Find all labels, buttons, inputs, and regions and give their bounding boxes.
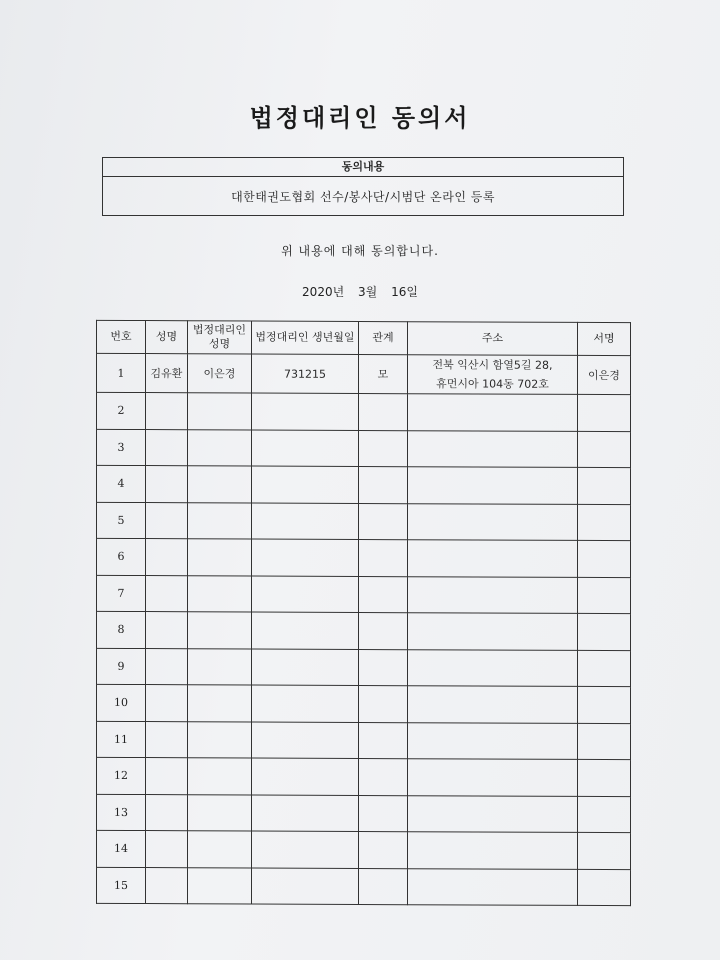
cell-signature xyxy=(578,832,631,869)
cell-relation xyxy=(359,649,408,686)
cell-address xyxy=(408,649,578,686)
cell-address xyxy=(408,759,578,796)
cell-guardian-name xyxy=(188,648,252,685)
cell-no: 8 xyxy=(97,611,146,648)
table-row xyxy=(97,867,631,906)
address-line-2: 휴먼시아 104동 702호 xyxy=(436,377,549,391)
cell-signature xyxy=(578,796,631,833)
cell-signature xyxy=(578,577,631,614)
cell-relation xyxy=(359,831,408,868)
cell-no: 11 xyxy=(97,721,146,758)
cell-address xyxy=(408,722,578,759)
cell-signature xyxy=(578,650,631,687)
cell-signature xyxy=(578,613,631,650)
header-guardian-name: 법정대리인 성명 xyxy=(188,321,252,354)
cell-guardian-birth xyxy=(252,831,359,868)
cell-guardian-birth xyxy=(252,795,359,832)
cell-address xyxy=(408,394,578,431)
cell-signature xyxy=(578,504,631,541)
cell-no: 9 xyxy=(97,648,146,685)
cell-guardian-birth xyxy=(252,685,359,722)
cell-no: 13 xyxy=(97,794,146,831)
cell-signature xyxy=(578,869,631,906)
cell-address xyxy=(408,613,578,650)
cell-name xyxy=(146,831,188,868)
header-name: 성명 xyxy=(146,321,188,354)
cell-guardian-name xyxy=(188,393,252,430)
cell-guardian-birth xyxy=(252,503,359,540)
cell-relation xyxy=(359,722,408,759)
cell-relation xyxy=(359,576,408,613)
consent-box-content: 대한태권도협회 선수/봉사단/시범단 온라인 등록 xyxy=(231,190,495,204)
cell-name xyxy=(146,794,188,831)
cell-relation xyxy=(359,430,408,467)
cell-no: 12 xyxy=(97,757,146,794)
signing-date xyxy=(0,283,720,300)
cell-signature xyxy=(578,467,631,504)
cell-guardian-name xyxy=(188,429,252,466)
cell-guardian-birth xyxy=(252,576,359,613)
cell-guardian-birth xyxy=(252,430,359,467)
cell-address xyxy=(408,430,578,467)
header-relation: 관계 xyxy=(359,321,408,354)
cell-guardian-name xyxy=(188,685,252,722)
cell-relation xyxy=(359,466,408,503)
cell-no: 6 xyxy=(97,538,146,575)
cell-no: 3 xyxy=(97,429,146,466)
cell-name xyxy=(146,721,188,758)
cell-guardian-name xyxy=(188,575,252,612)
document-title: 법정대리인 동의서 xyxy=(249,104,471,132)
cell-address xyxy=(408,540,578,577)
cell-guardian-birth xyxy=(252,393,359,430)
header-signature: 서명 xyxy=(578,322,631,355)
cell-address xyxy=(408,503,578,540)
cell-guardian-birth xyxy=(252,649,359,686)
cell-signature xyxy=(578,686,631,723)
table-row xyxy=(97,794,631,833)
table-row xyxy=(97,392,631,431)
cell-name xyxy=(146,867,188,904)
cell-name xyxy=(146,539,188,576)
cell-name xyxy=(146,685,188,722)
cell-address xyxy=(408,355,578,395)
cell-guardian-name xyxy=(188,758,252,795)
address-line-1: 전북 익산시 함열5길 28, xyxy=(432,358,553,372)
cell-relation xyxy=(359,612,408,649)
table-row xyxy=(97,648,631,687)
guardian-consent-table xyxy=(96,320,631,906)
cell-no: 14 xyxy=(97,830,146,867)
cell-signature xyxy=(578,394,631,431)
cell-relation xyxy=(359,393,408,430)
cell-guardian-birth: 731215 xyxy=(252,354,359,393)
table-row xyxy=(97,465,631,504)
cell-no: 4 xyxy=(97,465,146,502)
cell-relation xyxy=(359,685,408,722)
cell-name xyxy=(146,612,188,649)
cell-relation xyxy=(359,868,408,905)
table-row xyxy=(97,721,631,760)
cell-guardian-birth xyxy=(252,868,359,905)
cell-guardian-name: 이은경 xyxy=(188,354,252,393)
table-row xyxy=(97,429,631,468)
cell-signature xyxy=(578,759,631,796)
table-row xyxy=(97,611,631,650)
date-year: 2020년 xyxy=(302,285,345,299)
table-header-row xyxy=(97,320,631,355)
cell-name xyxy=(146,758,188,795)
cell-signature xyxy=(578,431,631,468)
cell-guardian-name xyxy=(188,867,252,904)
table-row xyxy=(97,502,631,541)
cell-relation xyxy=(359,539,408,576)
cell-name xyxy=(146,393,188,430)
cell-signature xyxy=(578,540,631,577)
cell-guardian-name xyxy=(188,539,252,576)
cell-relation: 모 xyxy=(359,354,408,393)
cell-guardian-name xyxy=(188,794,252,831)
cell-name xyxy=(146,502,188,539)
cell-no: 7 xyxy=(97,575,146,612)
cell-name xyxy=(146,429,188,466)
table-row xyxy=(97,684,631,723)
date-month: 3월 xyxy=(358,285,378,299)
cell-no: 2 xyxy=(97,392,146,429)
cell-relation xyxy=(359,503,408,540)
cell-no: 1 xyxy=(97,353,146,392)
cell-name xyxy=(146,575,188,612)
table-row xyxy=(97,538,631,577)
table-row xyxy=(97,353,631,394)
cell-guardian-birth xyxy=(252,722,359,759)
cell-address xyxy=(408,686,578,723)
cell-relation xyxy=(359,795,408,832)
cell-guardian-name xyxy=(188,466,252,503)
cell-guardian-name xyxy=(188,721,252,758)
cell-name xyxy=(146,466,188,503)
cell-address xyxy=(408,576,578,613)
cell-no: 10 xyxy=(97,684,146,721)
cell-guardian-birth xyxy=(252,612,359,649)
cell-address xyxy=(408,467,578,504)
header-no: 번호 xyxy=(97,320,146,353)
header-guardian-birth: 법정대리인 생년월일 xyxy=(252,321,359,354)
table-row xyxy=(97,830,631,869)
cell-name: 김유환 xyxy=(146,354,188,393)
consent-box-header: 동의내용 xyxy=(103,158,623,177)
header-address: 주소 xyxy=(408,322,578,356)
cell-guardian-birth xyxy=(252,466,359,503)
cell-signature xyxy=(578,723,631,760)
cell-no: 5 xyxy=(97,502,146,539)
cell-address xyxy=(408,868,578,905)
agreement-statement: 위 내용에 대해 동의합니다. xyxy=(281,244,439,258)
cell-address xyxy=(408,795,578,832)
table-body xyxy=(97,353,631,905)
consent-content-box xyxy=(102,157,624,216)
cell-guardian-birth xyxy=(252,539,359,576)
cell-name xyxy=(146,648,188,685)
cell-address xyxy=(408,832,578,869)
table-row xyxy=(97,757,631,796)
date-day: 16일 xyxy=(391,285,418,299)
table-row xyxy=(97,575,631,614)
cell-guardian-birth xyxy=(252,758,359,795)
cell-guardian-name xyxy=(188,502,252,539)
cell-relation xyxy=(359,758,408,795)
cell-guardian-name xyxy=(188,612,252,649)
cell-guardian-name xyxy=(188,831,252,868)
cell-no: 15 xyxy=(97,867,146,904)
cell-signature: 이은경 xyxy=(578,355,631,394)
